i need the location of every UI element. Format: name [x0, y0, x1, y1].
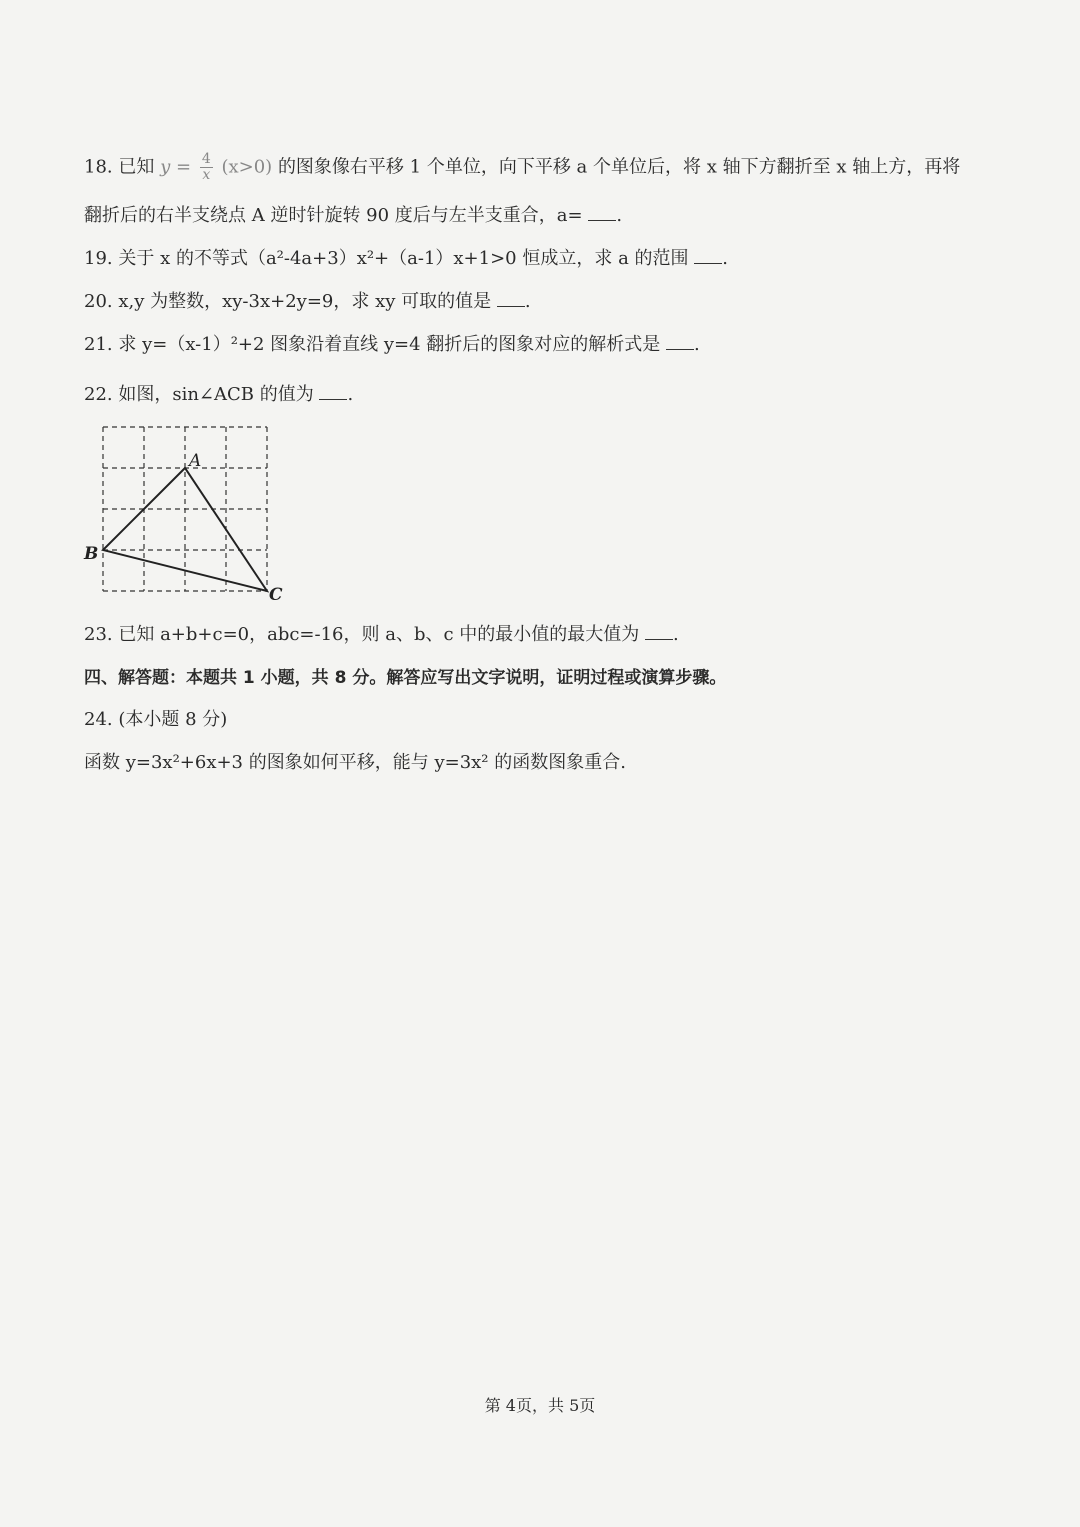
- point-c-label: C: [269, 585, 283, 605]
- question-20: [84, 289, 531, 315]
- question-18-line-1: [84, 152, 960, 183]
- q23-text: 23. 已知 a+b+c=0，abc=-16，则 a、b、c 中的最小值的最大值为: [84, 624, 640, 645]
- q19-text: 19. 关于 x 的不等式（a²-4a+3）x²+（a-1）x+1>0 恒成立，求 a 的范围: [84, 248, 689, 269]
- answer-blank: [666, 333, 694, 350]
- question-23: [84, 622, 679, 648]
- triangle-grid-figure: [80, 422, 300, 607]
- answer-blank: [694, 247, 722, 264]
- q21-text: 21. 求 y=（x-1）²+2 图象沿着直线 y=4 翻折后的图象对应的解析式是: [84, 334, 661, 355]
- answer-blank: [645, 623, 673, 640]
- q18-condition: (x>0): [221, 156, 273, 178]
- end-mark: .: [524, 291, 531, 312]
- page-footer: 第 4页，共 5页: [484, 1396, 596, 1415]
- question-21: [84, 332, 700, 358]
- point-a-label: A: [189, 451, 202, 471]
- question-22: [84, 382, 353, 408]
- question-24-text: 函数 y=3x²+6x+3 的图象如何平移，能与 y=3x² 的函数图象重合.: [84, 752, 626, 773]
- section-4-heading: 四、解答题：本题共 1 小题，共 8 分。解答应写出文字说明，证明过程或演算步骤。: [84, 668, 727, 688]
- end-mark: .: [347, 384, 354, 405]
- q20-text: 20. x,y 为整数，xy-3x+2y=9，求 xy 可取的值是: [84, 291, 492, 312]
- answer-blank: [588, 204, 616, 221]
- q18-fraction-denominator: x: [202, 167, 211, 183]
- q18-line1-text: 的图象像右平移 1 个单位，向下平移 a 个单位后，将 x 轴下方翻折至 x 轴上方，再将: [277, 156, 961, 178]
- q18-prefix: 18. 已知: [84, 156, 155, 178]
- end-mark: .: [722, 248, 728, 269]
- answer-blank: [497, 290, 525, 307]
- question-19: [84, 246, 728, 272]
- question-24-title: 24. (本小题 8 分): [84, 709, 228, 730]
- answer-blank: [319, 383, 347, 400]
- q22-text: 22. 如图，sin∠ACB 的值为: [84, 384, 314, 405]
- dashed-grid: [103, 427, 267, 591]
- point-b-label: B: [84, 544, 99, 564]
- question-18-line-2: [84, 203, 622, 229]
- q18-formula-lhs: y =: [160, 156, 192, 178]
- q18-fraction: [200, 152, 213, 183]
- q18-line2-text: 翻折后的右半支绕点 A 逆时针旋转 90 度后与左半支重合，a=: [84, 205, 583, 226]
- q18-fraction-numerator: 4: [201, 151, 211, 167]
- end-mark: .: [673, 624, 679, 645]
- end-mark: .: [694, 334, 700, 355]
- end-mark: .: [616, 205, 623, 226]
